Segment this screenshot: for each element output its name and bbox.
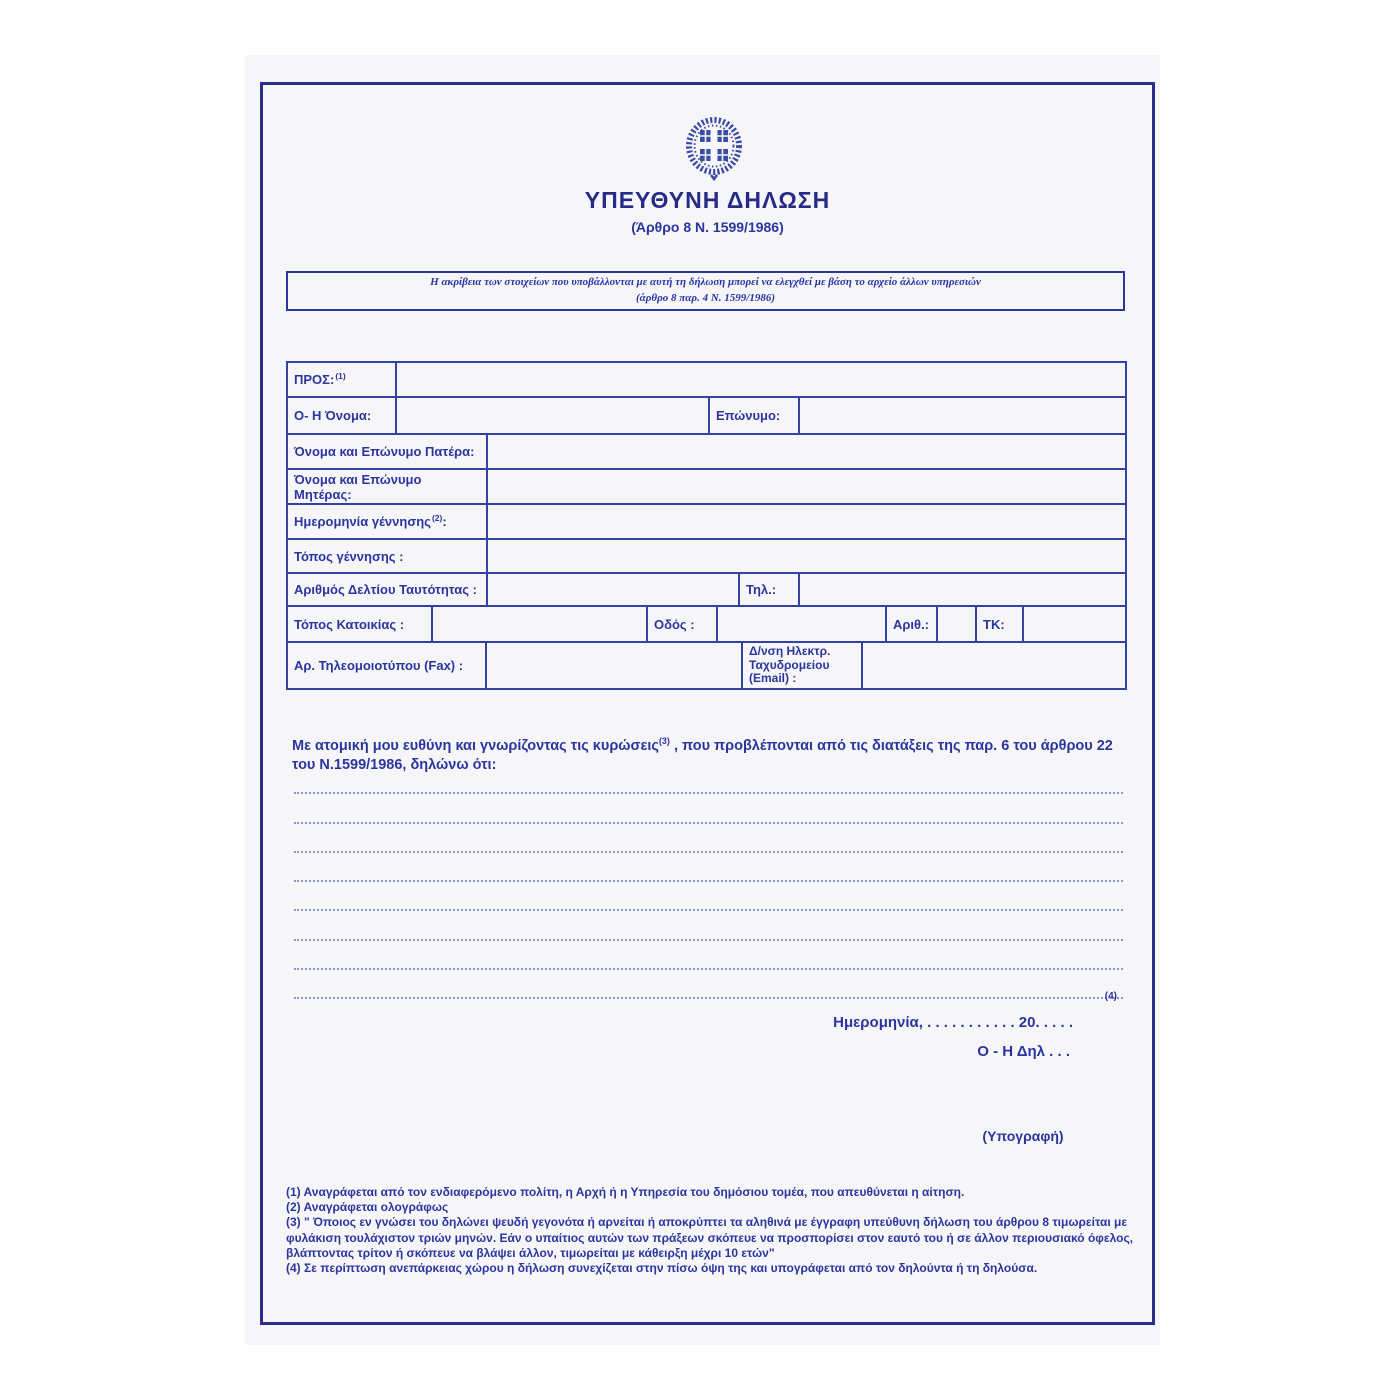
id-number-input[interactable] bbox=[488, 574, 740, 607]
email-input[interactable] bbox=[863, 643, 1127, 690]
street-input[interactable] bbox=[718, 607, 887, 643]
id-number-label: Αριθμός Δελτίου Ταυτότητας : bbox=[288, 574, 488, 607]
table-row bbox=[288, 540, 1127, 574]
declaration-intro-text-after: , που προβλέπονται από τις διατάξεις της παρ. 6 του άρθρου 22 του Ν.1599/1986, δηλώνω ότι: bbox=[292, 737, 1113, 774]
date-line[interactable]: Ημερομηνία, . . . . . . . . . . . 20. . . . . bbox=[833, 1014, 1073, 1031]
declaration-intro-text: Με ατομική μου ευθύνη και γνωρίζοντας τις κυρώσεις bbox=[292, 737, 659, 754]
declaration-line[interactable] bbox=[294, 970, 1123, 1003]
continuation-footnote-ref: (4) bbox=[1104, 991, 1117, 1003]
declaration-footnote-ref: (3) bbox=[658, 736, 670, 746]
footnotes-block bbox=[286, 1185, 1138, 1276]
birthplace-label: Τόπος γέννησης : bbox=[288, 540, 488, 574]
birthdate-input[interactable] bbox=[488, 505, 1127, 540]
street-number-input[interactable] bbox=[938, 607, 977, 643]
birthdate-label-text: Ημερομηνία γέννησης bbox=[294, 514, 431, 529]
surname-input[interactable] bbox=[800, 398, 1127, 435]
form-title: ΥΠΕΥΘΥΝΗ ΔΗΛΩΣΗ bbox=[584, 187, 831, 213]
table-row bbox=[288, 607, 1127, 643]
notice-line-2: (άρθρο 8 παρ. 4 Ν. 1599/1986) bbox=[636, 292, 775, 304]
declaration-writing-area bbox=[294, 765, 1123, 1003]
table-row bbox=[288, 435, 1127, 470]
pros-label: ΠΡΟΣ: $^{(1)}$ bbox=[288, 363, 397, 398]
declaration-line[interactable] bbox=[294, 853, 1123, 882]
mother-name-input[interactable] bbox=[488, 470, 1127, 505]
residence-input[interactable] bbox=[433, 607, 648, 643]
first-name-label: Ο- Η Όνομα: bbox=[288, 398, 397, 435]
birthdate-label-suffix: : bbox=[442, 514, 447, 529]
table-row bbox=[288, 574, 1127, 607]
form-border-frame bbox=[260, 82, 1155, 1325]
phone-label: Τηλ.: bbox=[740, 574, 800, 607]
residence-label: Τόπος Κατοικίας : bbox=[288, 607, 433, 643]
fax-input[interactable] bbox=[487, 643, 743, 690]
pros-input[interactable] bbox=[397, 363, 1127, 398]
first-name-input[interactable] bbox=[397, 398, 710, 435]
fax-label: Αρ. Τηλεομοιοτύπου (Fax) : bbox=[288, 643, 487, 690]
form-subtitle: (Άρθρο 8 Ν. 1599/1986) bbox=[631, 219, 784, 235]
footnote-2: (2) Αναγράφεται ολογράφως bbox=[286, 1200, 449, 1215]
declaration-line[interactable] bbox=[294, 794, 1123, 823]
signature-caption: (Υπογραφή) bbox=[982, 1128, 1064, 1144]
declarant-line: Ο - Η Δηλ . . . bbox=[977, 1043, 1070, 1060]
paper-sheet bbox=[245, 55, 1160, 1345]
street-number-label: Αριθ.: bbox=[887, 607, 938, 643]
declaration-line[interactable] bbox=[294, 824, 1123, 853]
mother-name-label: Όνομα και Επώνυμο Μητέρας: bbox=[288, 470, 488, 505]
declaration-line[interactable] bbox=[294, 941, 1123, 970]
street-label: Οδός : bbox=[648, 607, 718, 643]
phone-input[interactable] bbox=[800, 574, 1127, 607]
declaration-line[interactable] bbox=[294, 911, 1123, 940]
table-row bbox=[288, 398, 1127, 435]
postcode-input[interactable] bbox=[1024, 607, 1127, 643]
table-row bbox=[288, 363, 1127, 398]
personal-data-table bbox=[286, 361, 1127, 690]
greek-republic-emblem-icon bbox=[684, 115, 744, 183]
verification-notice-box bbox=[286, 271, 1125, 311]
postcode-label: ΤΚ: bbox=[977, 607, 1024, 643]
father-name-input[interactable] bbox=[488, 435, 1127, 470]
declaration-line[interactable] bbox=[294, 765, 1123, 794]
footnote-1: (1) Αναγράφεται από τον ενδιαφερόμενο πολίτη, η Αρχή ή η Υπηρεσία του δημόσιου τομέα, που απευθύνεται η αίτηση. bbox=[286, 1185, 965, 1199]
birthdate-label: Ημερομηνία γέννησης $^{(2)}$ : bbox=[288, 505, 488, 540]
table-row bbox=[288, 643, 1127, 690]
pros-label-text: ΠΡΟΣ: bbox=[294, 372, 335, 387]
declaration-line[interactable] bbox=[294, 882, 1123, 911]
footnote-4: (4) Σε περίπτωση ανεπάρκειας χώρου η δήλωση συνεχίζεται στην πίσω όψη της και υπογράφεται από τον δηλούντα ή τη δηλούσα. bbox=[286, 1261, 1038, 1276]
father-name-label: Όνομα και Επώνυμο Πατέρα: bbox=[288, 435, 488, 470]
email-label: Δ/νση Ηλεκτρ. Ταχυδρομείου (Email) : bbox=[743, 643, 863, 690]
footnote-3: (3) " Όποιος εν γνώσει του δηλώνει ψευδή γεγονότα ή αρνείται ή αποκρύπτει τα αληθινά με έγγραφη υπεύθυνη δήλωση του άρθρου 8 τιμωρείται με φυλάκιση τουλάχιστον τριών μηνών. Εάν ο υπαίτιος αυτών των πράξεων σκόπευε να προσπορίσει στον εαυτό του ή σε άλλον περιουσιακό όφελος, βλάπτοντας τρίτον ή σκόπευε να βλάψει άλλον, τιμωρείται με κάθειρξη μέχρι 10 ετών" bbox=[286, 1215, 1134, 1260]
notice-line-1: Η ακρίβεια των στοιχείων που υποβάλλονται με αυτή τη δήλωση μπορεί να ελεγχθεί με βάση το αρχείο άλλων υπηρεσιών bbox=[430, 276, 981, 289]
table-row bbox=[288, 505, 1127, 540]
table-row bbox=[288, 470, 1127, 505]
surname-label: Επώνυμο: bbox=[710, 398, 800, 435]
birthplace-input[interactable] bbox=[488, 540, 1127, 574]
